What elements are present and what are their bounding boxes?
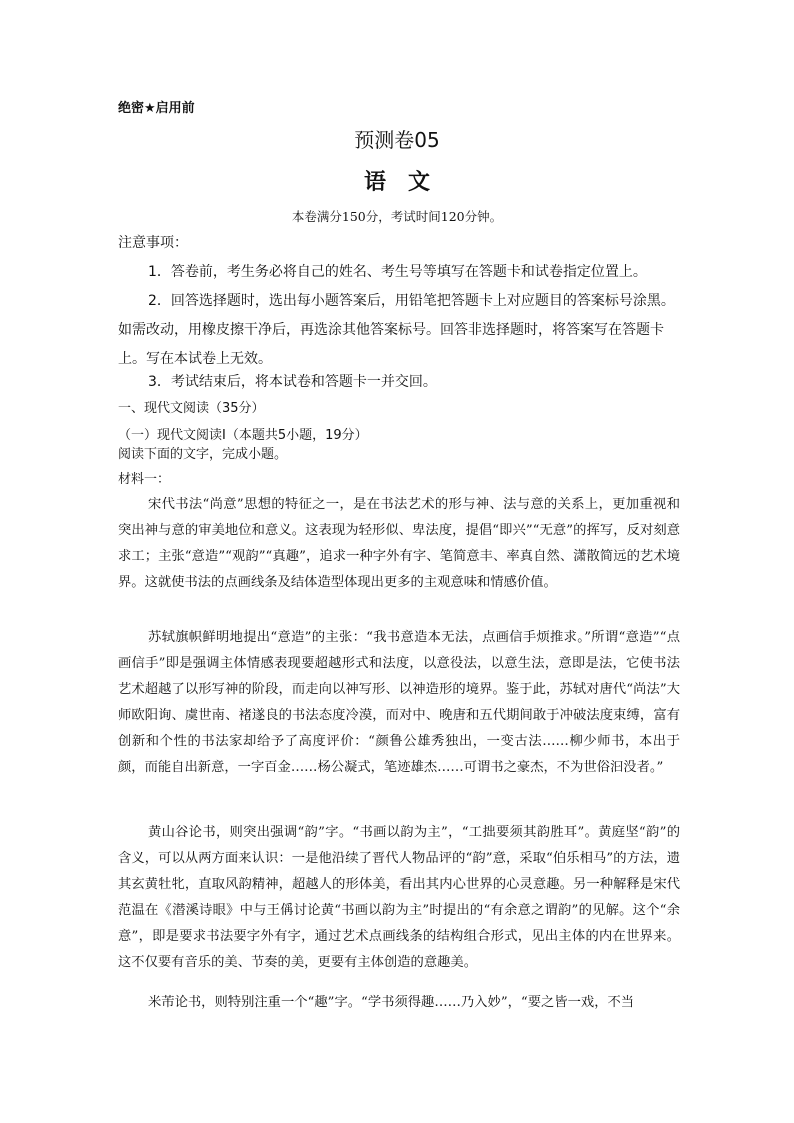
notice-heading: 注意事项： <box>118 235 188 251</box>
page-title: 预测卷05 <box>354 128 440 152</box>
confidential-label: 绝密★启用前 <box>118 101 195 116</box>
section-heading: 一、现代文阅读（35分） <box>118 401 265 416</box>
subject-title: 语文 <box>363 170 452 195</box>
article-paragraph: 黄山谷论书，则突出强调“韵”字。“书画以韵为主”，“工拙要须其韵胜耳”。黄庭坚“韵”的含义，可以从两方面来认识：一是他沿续了晋代人物品评的“韵”意，采取“伯乐相马”的方法，遗其玄黄牡牝，直取风韵精神，超越人的形体美，看出其内心世界的心灵意趣。另一种解释是宋代范温在《潜溪诗眼》中与王偁讨论黄“书画以韵为主”时提出的“有余意之谓韵”的见解。这个“余意”，即是要求书法要字外有字，通过艺术点画线条的结构组合形式，见出主体的内在世界来。这不仅要有音乐的美、节奏的美，更要有主体创造的意趣美。 <box>118 825 680 970</box>
notice-item-3: 3．考试结束后，将本试卷和答题卡一并交回。 <box>148 374 437 390</box>
notice-item-1: 1．答卷前，考生务必将自己的姓名、考生号等填写在答题卡和试卷指定位置上。 <box>148 264 647 280</box>
article-paragraph: 苏轼旗帜鲜明地提出“意造”的主张：“我书意造本无法，点画信手烦推求。”所谓“意造”“点画信手”即是强调主体情感表现要超越形式和法度，以意役法，以意生法，意即是法，它使书法艺术超越了以形写神的阶段，而走向以神写形、以神造形的境界。鉴于此，苏轼对唐代“尚法”大师欧阳询、虞世南、褚遂良的书法态度冷漠，而对中、晚唐和五代期间敢于冲破法度束缚，富有创新和个性的书法家却给予了高度评价：“颜鲁公雄秀独出，一变古法……柳少师书，本出于颜，而能自出新意，一字百金……杨公凝式，笔迹雄杰……可谓书之豪杰，不为世俗汩没者。” <box>118 630 680 775</box>
subsection-heading: （一）现代文阅读Ⅰ（本题共5小题，19分） <box>118 428 368 443</box>
article-paragraph: 米芾论书，则特别注重一个“趣”字。“学书须得趣……乃入妙”，“要之皆一戏，不当 <box>148 995 635 1010</box>
material-label: 材料一： <box>118 472 171 487</box>
score-time-info: 本卷满分150分，考试时间120分钟。 <box>291 209 503 224</box>
notice-item-2: 2．回答选择题时，选出每小题答案后，用铅笔把答题卡上对应题目的答案标号涂黑。如需改动，用橡皮擦干净后，再选涂其他答案标号。回答非选择题时，将答案写在答题卡上。写在本试卷上无效。 <box>118 293 675 367</box>
article-paragraph: 宋代书法“尚意”思想的特征之一，是在书法艺术的形与神、法与意的关系上，更加重视和突出神与意的审美地位和意义。这表现为轻形似、卑法度，提倡“即兴”“无意”的挥写，反对刻意求工；主张“意造”“观韵”“真趣”，追求一种字外有字、笔简意丰、率真自然、潇散简远的艺术境界。这就使书法的点画线条及结体造型体现出更多的主观意味和情感价值。 <box>118 497 680 590</box>
reading-instruction: 阅读下面的文字，完成小题。 <box>118 447 288 462</box>
